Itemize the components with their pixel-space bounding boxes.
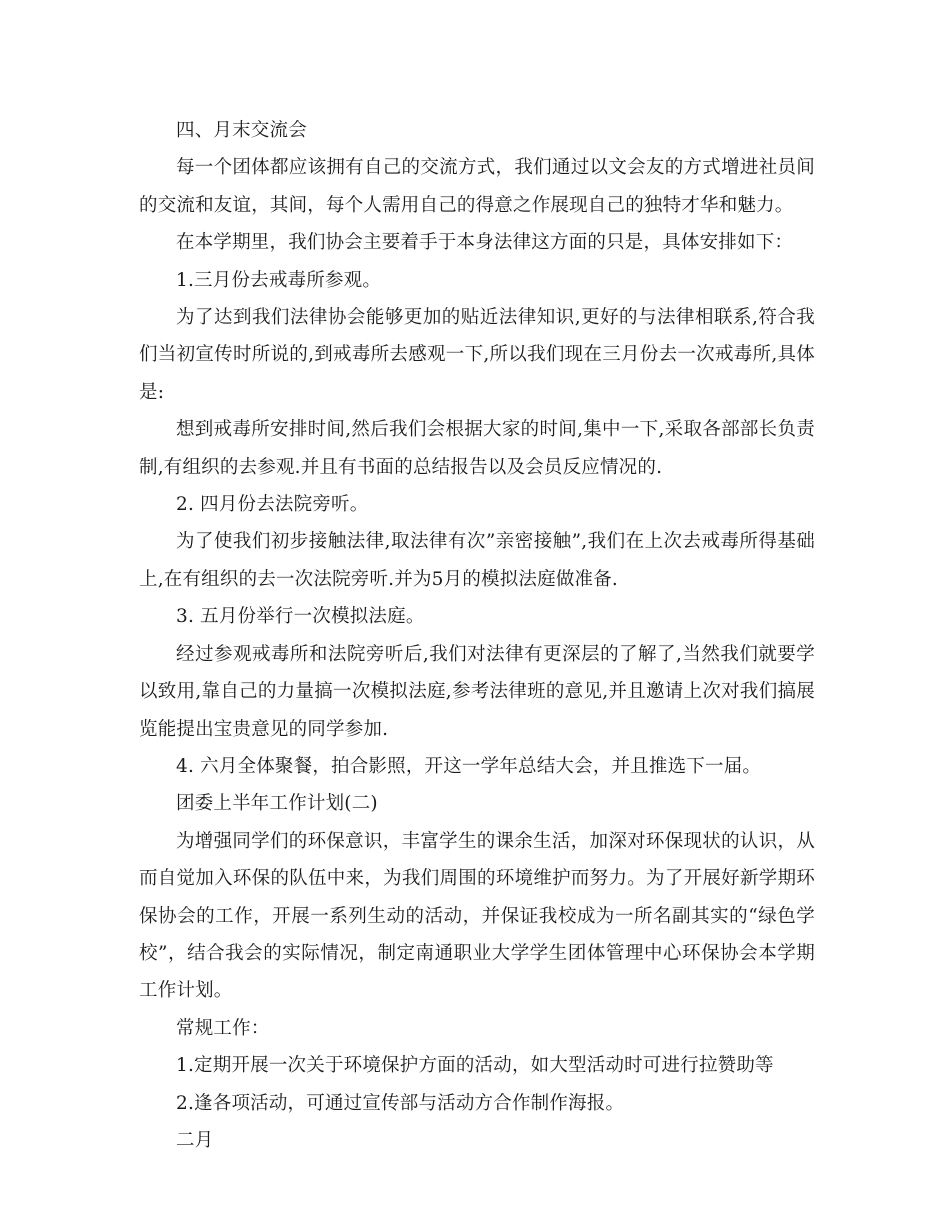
paragraph: 为增强同学们的环保意识，丰富学生的课余生活，加深对环保现状的认识，从而自觉加入环保的队伍中来，为我们周围的环境维护而努力。为了开展好新学期环保协会的工作，开展一系列生动的活动，并保证我校成为一所名副其实的“绿色学校”，结合我会的实际情况，制定南通职业大学学生团体管理中心环保协会本学期工作计划。 [139, 830, 815, 1002]
section-heading-routine-work: 常规工作： [176, 1017, 270, 1039]
paragraph: 为了使我们初步接触法律,取法律有次”亲密接触”,我们在上次去戒毒所得基础上,在有组织的去一次法院旁听.并为5月的模拟法庭做准备. [139, 531, 815, 590]
section-heading-month-end: 四、月末交流会 [176, 120, 307, 141]
list-item: 1.定期开展一次关于环境保护方面的活动，如大型活动时可进行拉赞助等 [176, 1055, 774, 1077]
paragraph: 想到戒毒所安排时间,然后我们会根据大家的时间,集中一下,采取各部部长负责制,有组织的去参观.并且有书面的总结报告以及会员反应情况的. [139, 419, 815, 478]
document-body [139, 112, 815, 1159]
list-item: 1.三月份去戒毒所参观。 [176, 269, 382, 291]
paragraph: 每一个团体都应该拥有自己的交流方式，我们通过以文会友的方式增进社员间的交流和友谊，其间，每个人需用自己的得意之作展现自己的独特才华和魅力。 [139, 157, 815, 216]
section-title-plan-two: 团委上半年工作计划(二) [176, 793, 378, 815]
list-item: 2. 四月份去法院旁听。 [176, 494, 369, 516]
list-item: 3. 五月份举行一次模拟法庭。 [176, 606, 425, 628]
section-heading-february: 二月 [176, 1129, 214, 1151]
paragraph: 经过参观戒毒所和法院旁听后,我们对法律有更深层的了解了,当然我们就要学以致用,靠自己的力量搞一次模拟法庭,参考法律班的意见,并且邀请上次对我们搞展览能提出宝贵意见的同学参加. [139, 643, 815, 740]
paragraph: 为了达到我们法律协会能够更加的贴近法律知识,更好的与法律相联系,符合我们当初宣传时所说的,到戒毒所去感观一下,所以我们现在三月份去一次戒毒所,具体是: [139, 307, 815, 403]
list-item: 4. 六月全体聚餐，拍合影照，开这一学年总结大会，并且推选下一届。 [176, 755, 762, 777]
list-item: 2.逢各项活动，可通过宣传部与活动方合作制作海报。 [176, 1092, 625, 1114]
paragraph: 在本学期里，我们协会主要着手于本身法律这方面的只是，具体安排如下： [176, 232, 794, 254]
